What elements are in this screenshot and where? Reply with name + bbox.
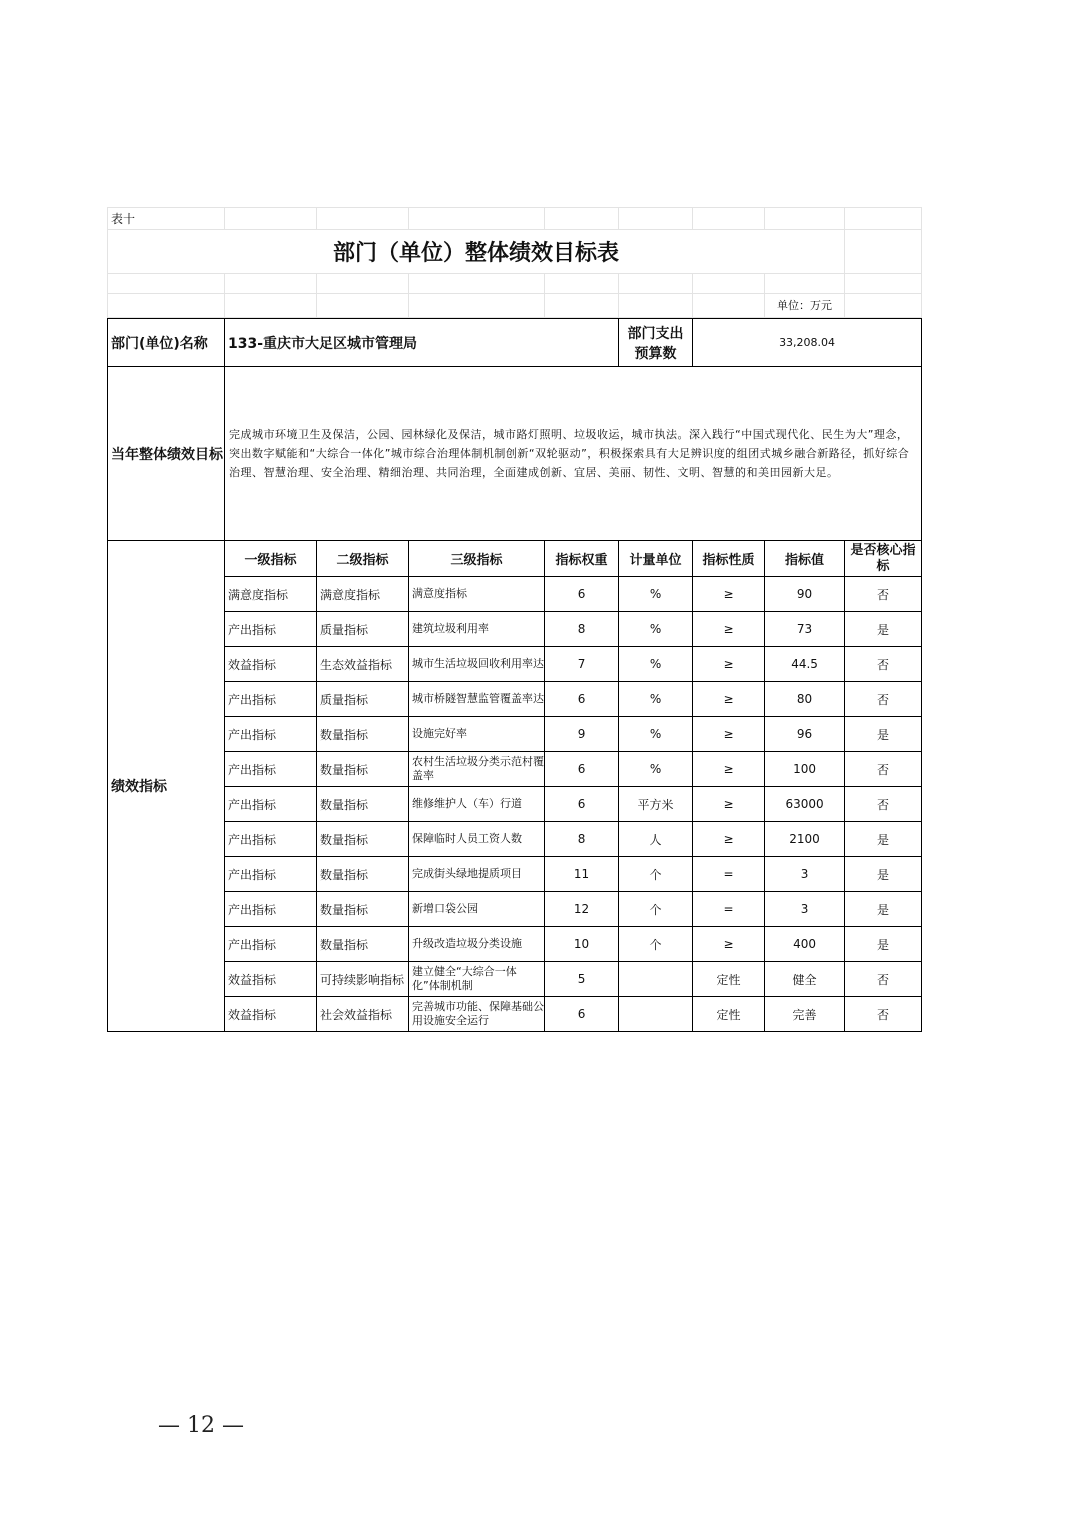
indicator-level2: 数量指标	[317, 857, 409, 892]
indicator-unit: 个	[619, 892, 693, 927]
budget-label-line1: 部门支出	[627, 325, 684, 342]
indicator-weight: 8	[545, 822, 619, 857]
indicator-weight: 7	[545, 647, 619, 682]
indicator-nature: ≥	[693, 647, 765, 682]
indicator-nature: ≥	[693, 927, 765, 962]
dept-label: 部门(单位)名称	[108, 319, 225, 367]
page-title: 部门（单位）整体绩效目标表	[108, 230, 845, 274]
indicator-unit	[619, 997, 693, 1032]
table-row	[108, 927, 922, 962]
indicator-level2: 数量指标	[317, 892, 409, 927]
indicator-weight: 9	[545, 717, 619, 752]
indicator-level2: 可持续影响指标	[317, 962, 409, 997]
indicator-nature: ≥	[693, 787, 765, 822]
indicator-weight: 6	[545, 577, 619, 612]
table-row	[108, 787, 922, 822]
indicator-nature: 定性	[693, 962, 765, 997]
indicator-core: 是	[845, 717, 922, 752]
indicator-level1: 产出指标	[225, 857, 317, 892]
table-row	[108, 892, 922, 927]
indicator-level3: 建筑垃圾利用率	[409, 612, 545, 647]
indicator-level1: 效益指标	[225, 647, 317, 682]
header-weight: 指标权重	[545, 541, 619, 577]
indicator-core: 是	[845, 612, 922, 647]
indicator-level3: 完善城市功能、保障基础公用设施安全运行	[409, 997, 545, 1032]
indicator-nature: =	[693, 857, 765, 892]
indicator-value: 44.5	[765, 647, 845, 682]
indicator-level1: 产出指标	[225, 927, 317, 962]
indicator-unit: 人	[619, 822, 693, 857]
table-row	[108, 577, 922, 612]
table-row	[108, 962, 922, 997]
indicator-level1: 满意度指标	[225, 577, 317, 612]
indicator-level3: 新增口袋公园	[409, 892, 545, 927]
indicator-level2: 数量指标	[317, 787, 409, 822]
indicator-level2: 数量指标	[317, 717, 409, 752]
table-row	[108, 997, 922, 1032]
goal-text: 完成城市环境卫生及保洁，公园、园林绿化及保洁，城市路灯照明、垃圾收运，城市执法。深入践行“中国式现代化、民生为大”理念，突出数字赋能和“大综合一体化”城市综合治理体制机制创新“双轮驱动”，积极探索具有大足辨识度的组团式城乡融合新路径，抓好综合治理、智慧治理、安全治理、精细治理、共同治理，全面建成创新、宜居、美丽、韧性、文明、智慧的和美田园新大足。	[225, 367, 922, 541]
sheet-header	[107, 207, 922, 318]
indicator-unit: 个	[619, 927, 693, 962]
indicator-value: 完善	[765, 997, 845, 1032]
indicator-level2: 质量指标	[317, 682, 409, 717]
indicator-level1: 产出指标	[225, 717, 317, 752]
indicator-core: 否	[845, 647, 922, 682]
indicator-unit: %	[619, 717, 693, 752]
indicator-unit	[619, 962, 693, 997]
indicator-nature: =	[693, 892, 765, 927]
indicator-value: 3	[765, 857, 845, 892]
table-row	[108, 752, 922, 787]
indicator-value: 90	[765, 577, 845, 612]
indicator-core: 是	[845, 857, 922, 892]
indicator-level1: 效益指标	[225, 962, 317, 997]
indicator-level1: 产出指标	[225, 752, 317, 787]
indicator-weight: 8	[545, 612, 619, 647]
header-level1: 一级指标	[225, 541, 317, 577]
indicator-nature: 定性	[693, 997, 765, 1032]
indicator-level2: 数量指标	[317, 927, 409, 962]
table-row	[108, 717, 922, 752]
indicator-weight: 5	[545, 962, 619, 997]
goal-label: 当年整体绩效目标	[108, 367, 225, 541]
table-number: 表十	[108, 208, 225, 230]
goal-row	[108, 367, 922, 541]
header-core: 是否核心指标	[845, 541, 922, 577]
indicator-level1: 产出指标	[225, 892, 317, 927]
indicator-value: 73	[765, 612, 845, 647]
indicator-core: 否	[845, 577, 922, 612]
indicator-level1: 效益指标	[225, 997, 317, 1032]
indicator-weight: 6	[545, 997, 619, 1032]
indicator-level3: 农村生活垃圾分类示范村覆盖率	[409, 752, 545, 787]
header-unit: 计量单位	[619, 541, 693, 577]
indicator-core: 是	[845, 822, 922, 857]
indicator-core: 否	[845, 962, 922, 997]
header-row	[108, 541, 922, 577]
indicator-value: 80	[765, 682, 845, 717]
indicator-level3: 保障临时人员工资人数	[409, 822, 545, 857]
indicator-level1: 产出指标	[225, 787, 317, 822]
indicator-level3: 维修维护人（车）行道	[409, 787, 545, 822]
indicator-unit: %	[619, 752, 693, 787]
target-table	[107, 318, 922, 1032]
indicator-weight: 11	[545, 857, 619, 892]
indicator-level3: 完成街头绿地提质项目	[409, 857, 545, 892]
header-nature: 指标性质	[693, 541, 765, 577]
indicator-level2: 数量指标	[317, 822, 409, 857]
indicator-level3: 城市生活垃圾回收利用率达	[409, 647, 545, 682]
indicator-level2: 质量指标	[317, 612, 409, 647]
indicator-unit: 个	[619, 857, 693, 892]
budget-value: 33,208.04	[693, 319, 922, 367]
indicator-nature: ≥	[693, 612, 765, 647]
table-row	[108, 682, 922, 717]
indicator-nature: ≥	[693, 822, 765, 857]
indicator-level1: 产出指标	[225, 682, 317, 717]
indicator-nature: ≥	[693, 717, 765, 752]
dept-row	[108, 319, 922, 367]
indicator-core: 是	[845, 892, 922, 927]
indicator-level1: 产出指标	[225, 822, 317, 857]
indicator-core: 否	[845, 997, 922, 1032]
indicator-nature: ≥	[693, 752, 765, 787]
indicator-value: 400	[765, 927, 845, 962]
indicator-level2: 数量指标	[317, 752, 409, 787]
indicator-level3: 升级改造垃圾分类设施	[409, 927, 545, 962]
indicator-weight: 12	[545, 892, 619, 927]
header-value: 指标值	[765, 541, 845, 577]
header-level3: 三级指标	[409, 541, 545, 577]
indicator-value: 3	[765, 892, 845, 927]
indicator-core: 否	[845, 752, 922, 787]
dept-name: 133-重庆市大足区城市管理局	[225, 319, 619, 367]
indicator-unit: 平方米	[619, 787, 693, 822]
perf-label: 绩效指标	[108, 541, 225, 1032]
unit-label: 单位：万元	[765, 294, 845, 318]
indicator-level1: 产出指标	[225, 612, 317, 647]
performance-sheet	[107, 207, 921, 1032]
table-row	[108, 647, 922, 682]
indicator-nature: ≥	[693, 682, 765, 717]
indicator-unit: %	[619, 647, 693, 682]
indicator-weight: 10	[545, 927, 619, 962]
indicator-level3: 城市桥隧智慧监管覆盖率达	[409, 682, 545, 717]
indicator-value: 63000	[765, 787, 845, 822]
indicator-level3: 建立健全“大综合一体化”体制机制	[409, 962, 545, 997]
indicator-nature: ≥	[693, 577, 765, 612]
header-level2: 二级指标	[317, 541, 409, 577]
indicator-weight: 6	[545, 752, 619, 787]
indicator-unit: %	[619, 612, 693, 647]
indicator-core: 否	[845, 682, 922, 717]
indicator-unit: %	[619, 577, 693, 612]
page-number: — 12 —	[158, 1413, 244, 1438]
indicator-weight: 6	[545, 787, 619, 822]
indicator-level2: 社会效益指标	[317, 997, 409, 1032]
table-row	[108, 857, 922, 892]
indicator-unit: %	[619, 682, 693, 717]
indicator-value: 96	[765, 717, 845, 752]
budget-label	[619, 319, 693, 367]
indicator-core: 否	[845, 787, 922, 822]
indicator-core: 是	[845, 927, 922, 962]
table-row	[108, 612, 922, 647]
table-row	[108, 822, 922, 857]
indicator-value: 100	[765, 752, 845, 787]
indicator-weight: 6	[545, 682, 619, 717]
indicator-value: 健全	[765, 962, 845, 997]
indicator-level3: 设施完好率	[409, 717, 545, 752]
indicator-level2: 满意度指标	[317, 577, 409, 612]
budget-label-line2: 预算数	[634, 345, 677, 362]
indicator-value: 2100	[765, 822, 845, 857]
indicator-level2: 生态效益指标	[317, 647, 409, 682]
indicator-level3: 满意度指标	[409, 577, 545, 612]
